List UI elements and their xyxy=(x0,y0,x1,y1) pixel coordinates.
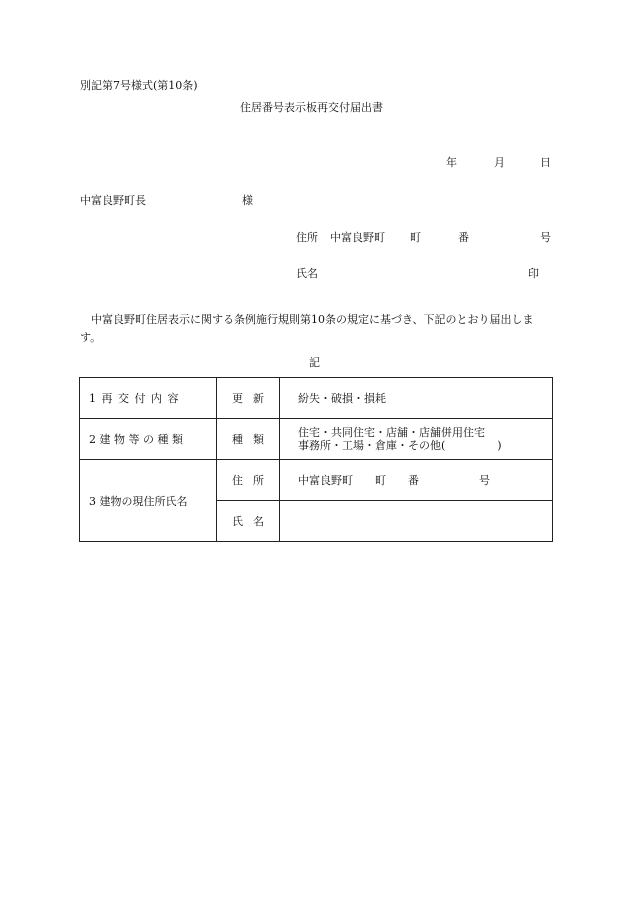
row-value: 紛失・破損・損耗 xyxy=(280,378,553,419)
addressee-name: 中富良野町長 xyxy=(80,194,146,207)
address-cho: 町 xyxy=(375,473,386,487)
row-label: 2 建 物 等 の 種 類 xyxy=(80,419,217,460)
body-text: 中富良野町住居表示に関する条例施行規則第10条の規定に基づき、下記のとおり届出します。 xyxy=(80,313,534,344)
row-value xyxy=(280,460,553,501)
date-year-label: 年 xyxy=(446,156,457,169)
table-row xyxy=(80,460,553,501)
document-title: 住居番号表示板再交付届出書 xyxy=(240,101,383,114)
applicant-address-ban: 番 xyxy=(458,231,469,244)
applicant-name-label: 氏名 xyxy=(296,267,318,280)
seal-mark: 印 xyxy=(528,267,539,280)
row-sublabel: 種類 xyxy=(217,419,280,460)
building-type-line-2 xyxy=(298,439,552,452)
building-type-options: 事務所・工場・倉庫・その他( xyxy=(298,439,446,452)
closing-paren: ) xyxy=(497,439,502,452)
row-sublabel: 更新 xyxy=(217,378,280,419)
row-sublabel: 氏名 xyxy=(217,501,280,542)
applicant-address-go: 号 xyxy=(540,231,551,244)
details-table xyxy=(79,377,553,542)
building-type-line-1: 住宅・共同住宅・店舗・店舗併用住宅 xyxy=(298,426,485,439)
address-ban: 番 xyxy=(408,473,419,487)
row-label: 3 建物の現住所氏名 xyxy=(80,460,217,542)
record-heading: 記 xyxy=(309,356,320,369)
applicant-address-label: 住所 xyxy=(296,231,318,244)
date-month-label: 月 xyxy=(494,156,505,169)
row-value xyxy=(280,419,553,460)
address-town: 中富良野町 xyxy=(298,473,353,487)
addressee-honorific: 様 xyxy=(242,194,253,207)
table-row xyxy=(80,378,553,419)
applicant-address-cho: 町 xyxy=(410,231,421,244)
row-label: 1 再 交 付 内 容 xyxy=(80,378,217,419)
applicant-address-town: 中富良野町 xyxy=(330,231,385,244)
row-sublabel: 住所 xyxy=(217,460,280,501)
address-go: 号 xyxy=(479,473,490,487)
form-reference: 別記第7号様式(第10条) xyxy=(80,79,198,92)
name-field[interactable] xyxy=(280,501,553,542)
table-row xyxy=(80,419,553,460)
date-day-label: 日 xyxy=(540,156,551,169)
